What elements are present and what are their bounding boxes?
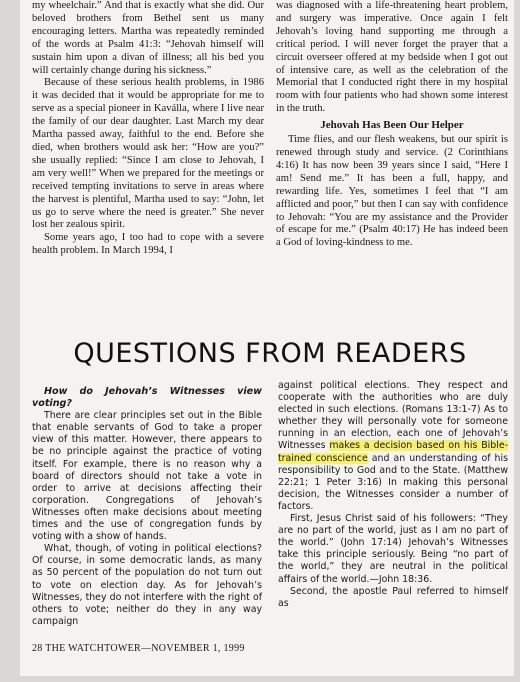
answer-paragraph: [278, 380, 508, 513]
magazine-page: [20, 0, 514, 676]
article-paragraph: Because of these serious health problems, in 1986 it was decided that it would be appropriate for me to serve as a special pioneer in Kaválla, where I live near the family of our dear daughter. Last March my dear Martha passed away, faithful to the end. Before she died, when brothers would ask her: “How are you?” she usually replied: “Since I am close to Jehovah, I am very well!” When we prepared for the meetings or received tempting invitations to serve in areas where the harvest is plentiful, Martha used to say: “John, let us go to serve where the need is greater.” She never lost her zealous spirit.: [32, 77, 264, 231]
question-heading: How do Jehovah’s Witnesses view voting?: [32, 386, 262, 410]
answer-text: against political elections. They respect and cooperate with the authorities who are duly elected in such elections. (Romans 13:1-7) As to whether they will personally vote for someone running in an election, each one of Jehovah’s Witnesses: [278, 380, 508, 452]
article-column-right: [276, 0, 508, 250]
page-footer: 28 THE WATCHTOWER—NOVEMBER 1, 1999: [32, 643, 245, 654]
answer-text: and an understanding of his responsibility to God and to the State. (Matthew 22:21; 1 Peter 3:16) In making this personal decision, the Witnesses consider a number of factors.: [278, 452, 508, 512]
section-title: [32, 338, 508, 369]
section-title-text: QUESTIONS FROM READERS: [63, 338, 476, 369]
answer-paragraph: First, Jesus Christ said of his followers: “They are no part of the world, just as I am no part of the world.” (John 17:14) Jehovah’s Witnesses take this principle seriously. Being “no part of the world,” they are neutral in the political affairs of the world.—John 18:36.: [278, 513, 508, 585]
questions-column-right: [278, 380, 508, 610]
answer-paragraph: What, though, of voting in political elections? Of course, in some democratic lands, as many as 50 percent of the population do not turn out to vote on election day. As for Jehovah’s Witnesses, they do not interfere with the right of others to vote; neither do they in any way campaign: [32, 543, 262, 627]
article-paragraph: was diagnosed with a life-threatening heart problem, and surgery was imperative. Once again I felt Jehovah’s loving hand supporting me through a critical period. I will never forget the prayer that a circuit overseer offered at my bedside when I got out of intensive care, as well as the celebration of the Memorial that I conducted right there in my hospital room with four patients who had shown some interest in the truth.: [276, 0, 508, 115]
questions-column-left: [32, 386, 262, 628]
answer-paragraph: There are clear principles set out in the Bible that enable servants of God to take a proper view of this matter. However, there appears to be no principle against the practice of voting itself. For example, there is no reason why a board of directors should not take a vote in order to arrive at decisions affecting their corporation. Congregations of Jehovah’s Witnesses often make decisions about meeting times and the use of congregation funds by voting with a show of hands.: [32, 410, 262, 543]
article-paragraph: Time flies, and our flesh weakens, but our spirit is renewed through study and service. (2 Corinthians 4:16) It has now been 39 years since I said, “Here I am! Send me.” It has been a full, happy, and rewarding life. Yes, sometimes I feel that “I am afflicted and poor,” but then I can say with confidence to Jehovah: “You are my assistance and the Provider of escape for me.” (Psalm 40:17) He has indeed been a God of loving-kindness to me.: [276, 134, 508, 249]
article-column-left: [32, 0, 264, 258]
answer-paragraph: Second, the apostle Paul referred to himself as: [278, 585, 508, 609]
article-subheading: Jehovah Has Been Our Helper: [320, 119, 464, 132]
highlighted-text: makes a decision based on his Bible-trained conscience: [278, 440, 508, 464]
article-paragraph: Some years ago, I too had to cope with a severe health problem. In March 1994, I: [32, 232, 264, 257]
article-paragraph: my wheelchair.” And that is exactly what she did. Our beloved brothers from Bethel sent us many encouraging letters. Martha was repeatedly reminded of the words at Psalm 41:3: “Jehovah himself will sustain him upon a divan of illness; all his bed you will certainly change during his sickness.”: [32, 0, 264, 76]
